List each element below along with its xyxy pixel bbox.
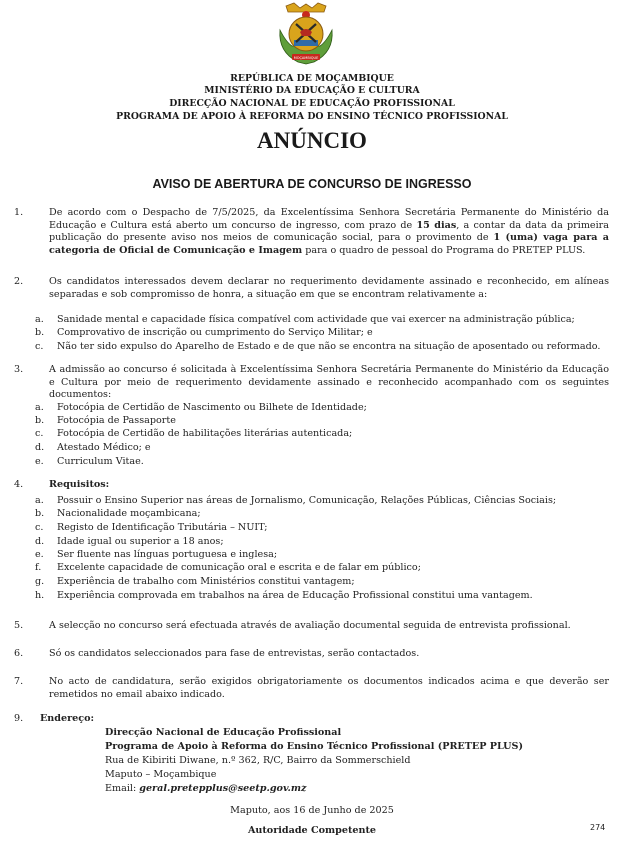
section-3-text: A admissão ao concurso é solicitada à Excelentíssima Senhora Secretária Permanente do Ministério da Educação e Cultura por meio de requerimento devidamente assinado e reconhecido acompanhado com os seguintes documentos: [49,364,609,401]
section-7-text: No acto de candidatura, serão exigidos obrigatoriamente os documentos indicados acima e que deverão ser remetidos no email abaixo indicado. [49,676,609,700]
header-ministry: MINISTÉRIO DA EDUCAÇÃO E CULTURA [204,85,420,96]
section-5-number: 5. [14,620,24,631]
list-item-letter: b. [35,327,45,338]
list-item: Curriculum Vitae. [57,456,144,467]
header-directorate: DIRECÇÃO NACIONAL DE EDUCAÇÃO PROFISSIONAL [169,98,455,109]
svg-text:MOÇAMBIQUE: MOÇAMBIQUE [293,56,319,60]
page-subtitle: AVISO DE ABERTURA DE CONCURSO DE INGRESSO [152,177,472,191]
email-link[interactable]: geral.pretepplus@seetp.gov.mz [139,783,307,794]
list-item: Experiência comprovada em trabalhos na área de Educação Profissional constitui uma vantagem. [57,590,533,601]
section-1-number: 1. [14,207,24,218]
list-item-letter: a. [35,402,44,413]
section-7-number: 7. [14,676,24,687]
section-2-number: 2. [14,276,24,287]
list-item: Fotocópia de Certidão de habilitações literárias autenticada; [57,428,353,439]
section-1-text: De acordo com o Despacho de 7/5/2025, da Excelentíssima Senhora Secretária Permanente do Ministério da Educação e Cultura está aberto um concurso de ingresso, com prazo de 15 dias, a contar da data da primeira publicação do presente aviso nos meios de comunicação social, para o provimento de 1 (uma) vaga para a categoria de Oficial de Comunicação e Imagem para o quadro de pessoal do Programa do PRETEP PLUS. [49,207,609,256]
section-3-number: 3. [14,364,24,375]
header-program: PROGRAMA DE APOIO À REFORMA DO ENSINO TÉCNICO PROFISSIONAL [116,111,508,122]
signing-authority: Autoridade Competente [247,825,377,836]
address-street: Rua de Kibiriti Diwane, n.º 362, R/C, Bairro da Sommerschield [105,755,411,766]
section-4-heading: Requisitos: [49,479,110,490]
list-item-letter: d. [35,442,45,453]
list-item-letter: f. [35,562,42,573]
page-title: ANÚNCIO [257,128,367,153]
list-item: Sanidade mental e capacidade física compatível com actividade que vai exercer na administração pública; [57,314,575,325]
section-2-text: Os candidatos interessados devem declarar no requerimento devidamente assinado e reconhecido, em alíneas separadas e sob compromisso de honra, a situação em que se encontram relativamente a: [49,276,609,300]
list-item-letter: e. [35,456,44,467]
section-9-number: 9. [14,713,24,724]
list-item: Atestado Médico; e [57,442,151,453]
section-6-text: Só os candidatos seleccionados para fase de entrevistas, serão contactados. [49,648,420,659]
list-item-letter: b. [35,415,45,426]
signing-date: Maputo, aos 16 de Junho de 2025 [230,805,394,816]
list-item-letter: c. [35,428,44,439]
list-item: Experiência de trabalho com Ministérios constitui vantagem; [57,576,355,587]
list-item-letter: b. [35,508,45,519]
list-item: Registo de Identificação Tributária – NUIT; [57,522,268,533]
section-6-number: 6. [14,648,24,659]
address-city: Maputo – Moçambique [105,769,217,780]
list-item: Fotocópia de Certidão de Nascimento ou Bilhete de Identidade; [57,402,367,413]
list-item-letter: e. [35,549,44,560]
address-program: Programa de Apoio à Reforma do Ensino Técnico Profissional (PRETEP PLUS) [105,741,524,752]
address-directorate: Direcção Nacional de Educação Profissional [105,727,342,738]
address-email-line: Email: geral.pretepplus@seetp.gov.mz [105,783,307,794]
mozambique-coat-of-arms-icon [274,2,338,68]
list-item-letter: g. [35,576,45,587]
list-item: Comprovativo de inscrição ou cumprimento do Serviço Militar; e [57,327,373,338]
list-item-letter: d. [35,536,45,547]
header-republic: REPÚBLICA DE MOÇAMBIQUE [230,73,394,84]
section-5-text: A selecção no concurso será efectuada através de avaliação documental seguida de entrevista profissional. [49,620,571,631]
list-item-letter: a. [35,314,44,325]
page-code: 274 [590,823,606,832]
list-item: Excelente capacidade de comunicação oral e escrita e de falar em público; [57,562,421,573]
list-item: Possuir o Ensino Superior nas áreas de Jornalismo, Comunicação, Relações Públicas, Ciências Sociais; [57,495,557,506]
list-item-letter: h. [35,590,45,601]
section-4-number: 4. [14,479,24,490]
list-item-letter: c. [35,522,44,533]
list-item: Nacionalidade moçambicana; [57,508,201,519]
list-item-letter: c. [35,341,44,352]
address-heading: Endereço: [40,713,95,724]
list-item: Não ter sido expulso do Aparelho de Estado e de que não se encontra na situação de aposentado ou reformado. [57,341,601,352]
list-item: Idade igual ou superior a 18 anos; [57,536,224,547]
list-item: Ser fluente nas línguas portuguesa e inglesa; [57,549,278,560]
list-item: Fotocópia de Passaporte [57,415,176,426]
list-item-letter: a. [35,495,44,506]
